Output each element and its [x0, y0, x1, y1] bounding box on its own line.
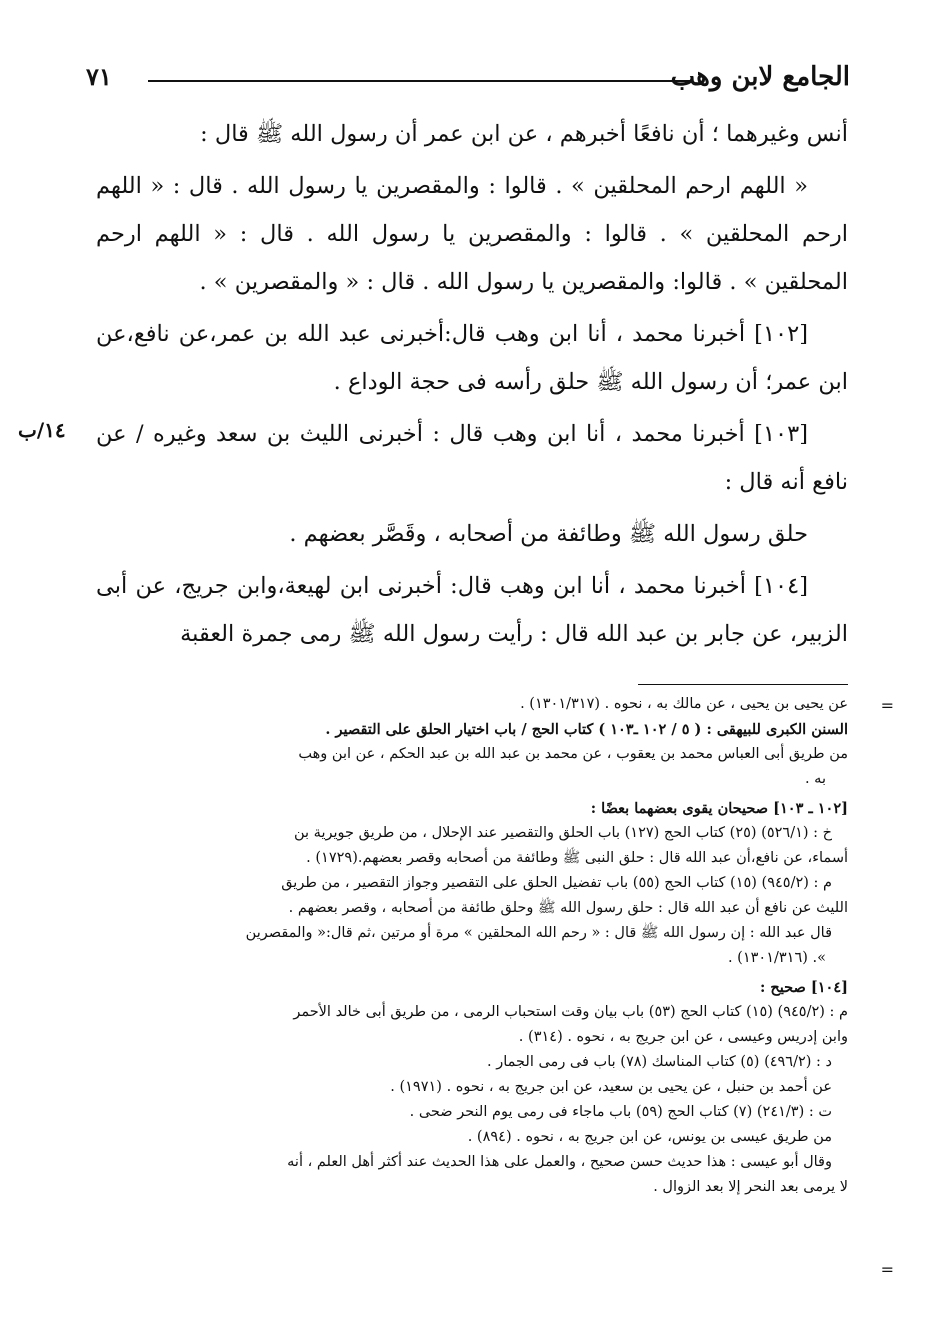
footnote-line: م : (٩٤٥/٢) (١٥) كتاب الحج (٥٥) باب تفضيل الحلق على التقصير وجواز التقصير ، من طريق — [281, 875, 832, 891]
footnote-line: السنن الكبرى للبيهقى : ( ٥ / ١٠٢ ـ١٠٣ ) كتاب الحج / باب اختيار الحلق على التقصير . — [325, 721, 848, 738]
continuation-mark: = — [880, 1260, 894, 1279]
footnote-line: د : (٤٩٦/٢) (٥) كتاب المناسك (٧٨) باب فى رمى الجمار . — [487, 1054, 832, 1070]
margin-folio-note: ١٤/ب — [18, 418, 66, 442]
main-paragraph: « اللهم ارحم المحلقين » . قالوا : والمقصرين يا رسول الله . قال : « اللهم ارحم المحلقين » . قالوا : والمقصرين يا رسول الله . قال : « اللهم ارحم المحلقين » . قالوا: والمقصرين يا رسول الله . قال : « والمقصرين » . — [96, 173, 848, 295]
footnote-line: عن أحمد بن حنبل ، عن يحيى بن سعيد، عن ابن جريج به ، نحوه . (١٩٧١) . — [390, 1079, 832, 1095]
footnote-line: من طريق عيسى بن يونس، عن ابن جريج به ، نحوه . (٨٩٤) . — [467, 1129, 832, 1145]
footnote-line: وقال أبو عيسى : هذا حديث حسن صحيح ، والعمل على هذا الحديث عند أكثر أهل العلم ، أنه — [287, 1154, 832, 1170]
hadith-104: [١٠٤] أخبرنا محمد ، أنا ابن وهب قال: أخبرنى ابن لهيعة،وابن جريج، عن أبى الزبير، عن جابر بن عبد الله قال : رأيت رسول الله ﷺ رمى جمرة العقبة — [96, 573, 848, 647]
footnote-line: م : (٩٤٥/٢) (١٥) كتاب الحج (٥٣) باب بيان وقت استحباب الرمى ، من طريق أبى خالد الأحمر — [293, 1004, 848, 1020]
footnote-line: من طريق أبى العباس محمد بن يعقوب ، عن محمد بن عبد الله بن عبد الحكم ، عن ابن وهب — [298, 746, 848, 762]
footnote-line: عن يحيى بن يحيى ، عن مالك به ، نحوه . (١٣٠١/٣١٧) . — [520, 696, 848, 712]
continuation-mark: = — [880, 696, 894, 715]
footnote-line: أسماء، عن نافع،أن عبد الله قال : حلق النبى ﷺ وطائفة من أصحابه وقصر بعضهم.(١٧٢٩) . — [306, 850, 848, 866]
footnote-line: خ : (٥٢٦/١) (٢٥) كتاب الحج (١٢٧) باب الحلق والتقصير عند الإحلال ، من طريق جويرية بن — [294, 825, 832, 841]
footnote-line: به . — [804, 771, 826, 787]
main-paragraph: حلق رسول الله ﷺ وطائفة من أصحابه ، وقَصَّر بعضهم . — [289, 521, 808, 547]
footnote-line: وابن إدريس وعيسى ، عن ابن جريج به ، نحوه . (٣١٤) . — [518, 1029, 848, 1045]
main-text — [96, 110, 848, 662]
footnote-line: ». (١٣٠١/٣١٦) . — [727, 950, 826, 966]
footnote-line: قال عبد الله : إن رسول الله ﷺ قال : « رحم الله المحلقين » مرة أو مرتين ،ثم قال:« والمقصرين — [245, 925, 832, 941]
footnote-separator — [638, 684, 848, 685]
footnote-heading: [١٠٤] صحيح : — [760, 979, 848, 996]
footnote-line: ت : (٢٤١/٣) (٧) كتاب الحج (٥٩) باب ماجاء فى رمى يوم النحر ضحى . — [409, 1104, 832, 1120]
footnote-heading: [١٠٢ ـ ١٠٣] صحيحان يقوى بعضهما بعضًا : — [590, 800, 848, 817]
hadith-103: [١٠٣] أخبرنا محمد ، أنا ابن وهب قال : أخبرنى الليث بن سعد وغيره / عن نافع أنه قال : — [96, 421, 848, 495]
hadith-102: [١٠٢] أخبرنا محمد ، أنا ابن وهب قال:أخبرنى عبد الله بن عمر،عن نافع،عن ابن عمر؛ أن رسول الله ﷺ حلق رأسه فى حجة الوداع . — [96, 321, 848, 395]
book-title: الجامع لابن وهب — [670, 62, 850, 92]
page-header — [86, 56, 850, 96]
page-number: ٧١ — [86, 62, 112, 91]
footnote-line: الليث عن نافع أن عبد الله قال : حلق رسول الله ﷺ وحلق طائفة من أصحابه ، وقصر بعضهم . — [288, 900, 848, 916]
header-rule — [148, 80, 690, 82]
footnote-line: لا يرمى بعد النحر إلا بعد الزوال . — [653, 1179, 848, 1195]
main-paragraph: أنس وغيرهما ؛ أن نافعًا أخبرهم ، عن ابن عمر أن رسول الله ﷺ قال : — [200, 121, 848, 147]
footnotes — [96, 692, 894, 1279]
